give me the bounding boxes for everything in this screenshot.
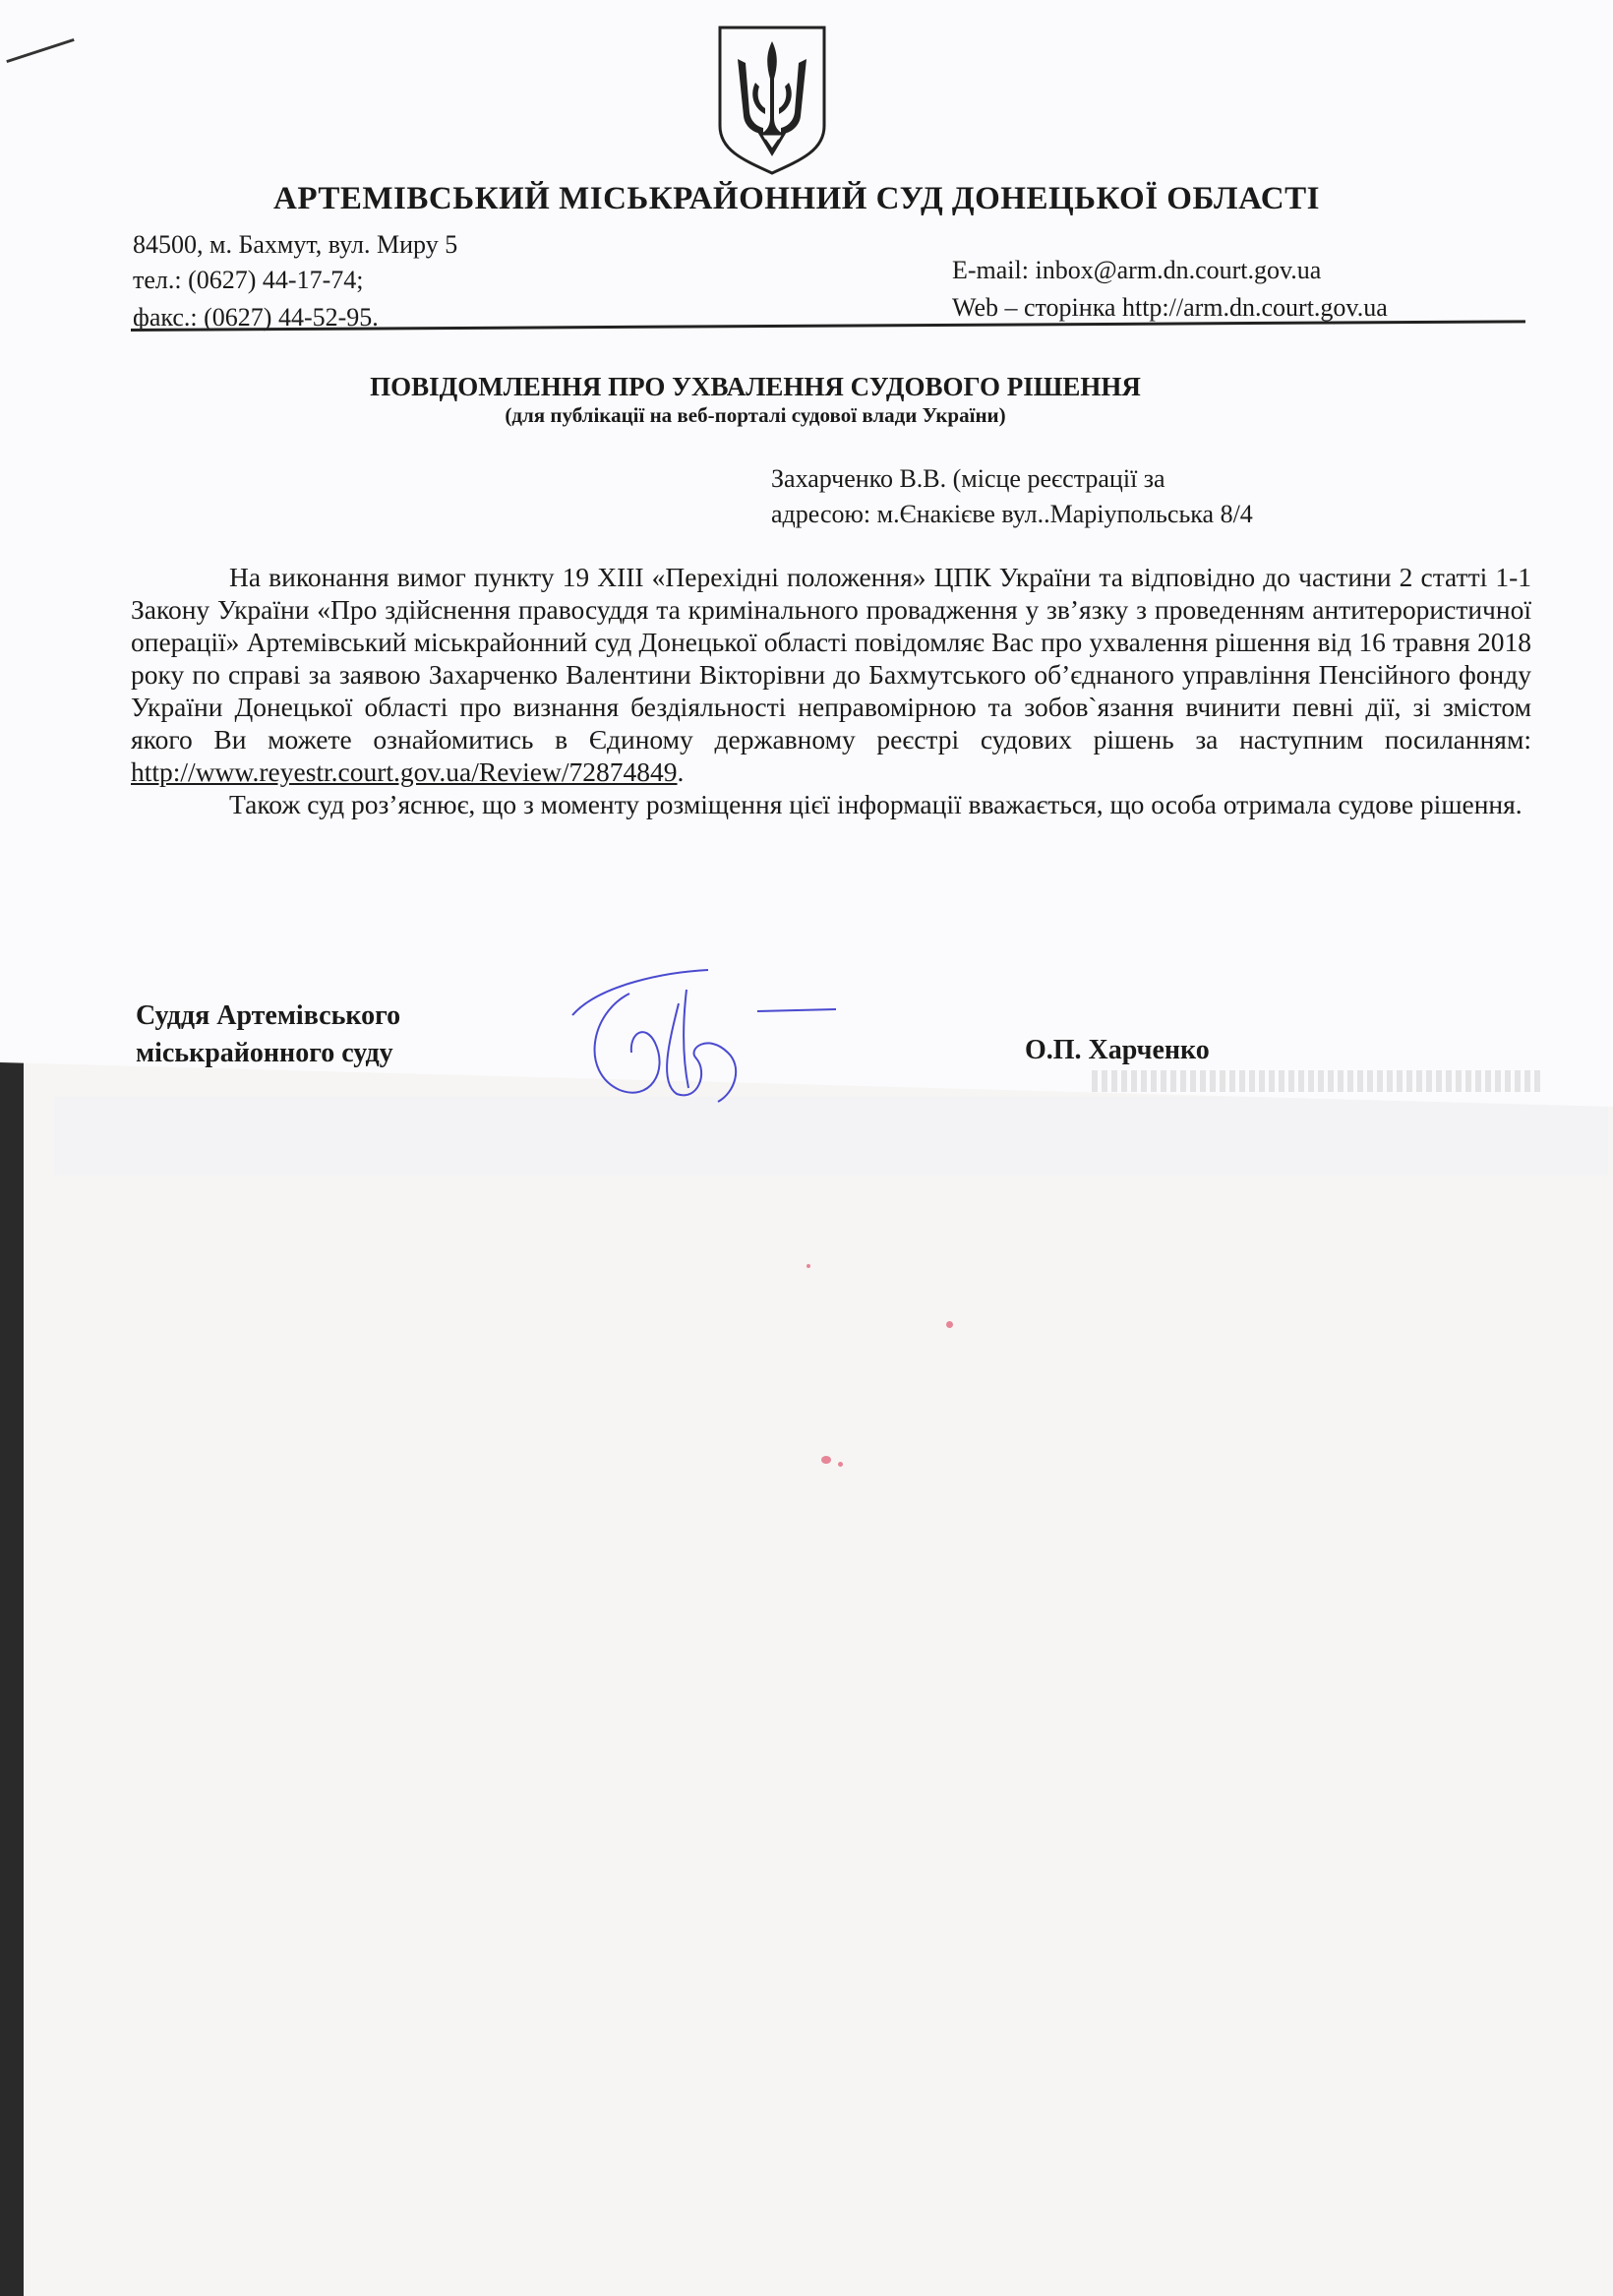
court-address: 84500, м. Бахмут, вул. Миру 5 <box>133 230 458 259</box>
ink-spot <box>806 1264 810 1268</box>
court-name-heading: АРТЕМІВСЬКИЙ МІСЬКРАЙОННИЙ СУД ДОНЕЦЬКОЇ ОБЛАСТІ <box>273 181 1320 216</box>
judge-title-line-2: міськрайонного суду <box>136 1038 393 1068</box>
judge-name: О.П. Харченко <box>1025 1035 1210 1065</box>
ink-spot <box>821 1456 831 1464</box>
court-fax: факс.: (0627) 44-52-95. <box>133 303 379 332</box>
registry-link[interactable]: http://www.reyestr.court.gov.ua/Review/72874849 <box>131 756 678 787</box>
body-paragraph-1-text: На виконання вимог пункту 19 XIII «Перехідні положення» ЦПК України та відповідно до частини 2 статті 1-1 Закону України «Про здійснення правосуддя та кримінального провадження у зв’язку з проведенням антитерористичної операції» Артемівський міськрайонний суд Донецької області повідомляє Вас про ухвалення рішення від 16 травня 2018 року по справі за заявою Захарченко Валентини Вікторівни до Бахмутського об’єднаного управління Пенсійного фонду України Донецької області про визнання бездіяльності неправомірною та зобов`язання вчинити певні дії, зі змістом якого Ви можете ознайомитись в Єдиному державному реєстрі судових рішень за наступним посиланням: <box>131 562 1531 755</box>
judge-title-line-1: Суддя Артемівського <box>136 1000 401 1031</box>
ink-spot <box>946 1321 953 1328</box>
recipient-line-1: Захарченко В.В. (місце реєстрації за <box>771 464 1165 493</box>
notice-body <box>131 561 1531 820</box>
notice-title: ПОВІДОМЛЕННЯ ПРО УХВАЛЕННЯ СУДОВОГО РІШЕННЯ <box>370 372 1141 401</box>
recipient-line-2: адресою: м.Єнакієве вул..Маріупольська 8/4 <box>771 500 1253 528</box>
trident-emblem-icon <box>714 24 830 177</box>
body-paragraph-1 <box>131 561 1531 788</box>
notice-subtitle: (для публікації на веб-порталі судової влади України) <box>505 403 1006 427</box>
ink-spot <box>838 1462 843 1467</box>
show-through-text <box>1092 1070 1544 1092</box>
body-paragraph-1-end: . <box>677 756 685 787</box>
court-email: E-mail: inbox@arm.dn.court.gov.ua <box>952 256 1322 284</box>
pen-mark <box>6 38 74 63</box>
court-phone: тел.: (0627) 44-17-74; <box>133 266 364 294</box>
court-website: Web – сторінка http://arm.dn.court.gov.ua <box>952 293 1388 322</box>
body-paragraph-2: Також суд роз’яснює, що з моменту розміщення цієї інформації вважається, що особа отримала судове рішення. <box>229 789 1523 819</box>
handwritten-signature <box>561 964 856 1121</box>
back-page-sheet <box>24 1062 1613 2296</box>
judge-title <box>136 997 400 1072</box>
court-notice-document <box>0 0 1613 1107</box>
